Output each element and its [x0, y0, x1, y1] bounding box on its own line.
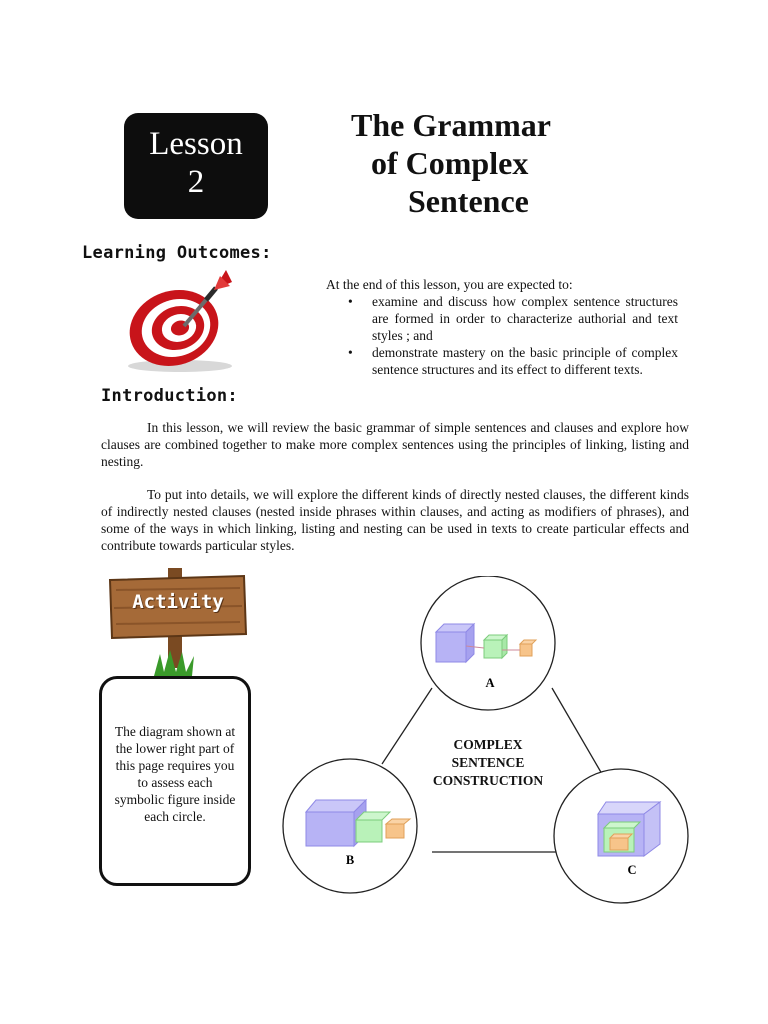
label-a: A — [485, 676, 495, 690]
title-line-1: The Grammar — [351, 107, 551, 143]
center-line-1: COMPLEX — [453, 737, 523, 752]
label-c: C — [627, 863, 637, 877]
introduction-paragraph-1: In this lesson, we will review the basic grammar of simple sentences and clauses and explore how clauses are combined together to make more complex sentences using the principles of linking, listing and nesting. — [101, 420, 689, 469]
introduction-paragraph-2: To put into details, we will explore the different kinds of directly nested clauses, the different kinds of indirectly nested clauses (nested inside phrases within clauses, and acting as modifiers of phrases), and some of the ways in which linking, listing and nesting can be used in texts to create particular effects and contribute towards particular styles. — [101, 487, 689, 553]
dartboard-icon — [118, 268, 248, 376]
title-line-2: of Complex — [371, 145, 529, 181]
outcome-item: • demonstrate mastery on the basic principle of complex sentence structures and its effect to different texts. — [338, 344, 678, 378]
learning-outcomes-heading: Learning Outcomes: — [82, 243, 272, 263]
lesson-number: 2 — [187, 164, 205, 200]
activity-note: The diagram shown at the lower right part of this page requires you to assess each symbolic figure inside each circle. — [114, 724, 236, 824]
label-b: B — [345, 853, 355, 867]
activity-sign — [108, 568, 246, 678]
center-line-3: CONSTRUCTION — [432, 773, 544, 788]
lesson-label: Lesson — [149, 126, 243, 162]
diagram-center-title — [418, 736, 558, 790]
wooden-sign-icon — [108, 568, 248, 678]
title-line-3: Sentence — [408, 183, 529, 219]
connector-a-c — [552, 688, 602, 774]
outcome-item: • examine and discuss how complex sentence structures are formed in order to characterize authorial and text styles ; and — [338, 293, 678, 344]
nested-boxes-c-icon — [598, 802, 660, 856]
introduction-heading: Introduction: — [101, 386, 238, 406]
center-line-2: SENTENCE — [451, 755, 525, 770]
outcomes-list — [338, 293, 678, 378]
lesson-badge — [124, 113, 268, 219]
outcomes-intro: At the end of this lesson, you are expected to: — [326, 277, 573, 292]
activity-label: Activity — [132, 591, 224, 613]
page-title — [340, 106, 600, 220]
